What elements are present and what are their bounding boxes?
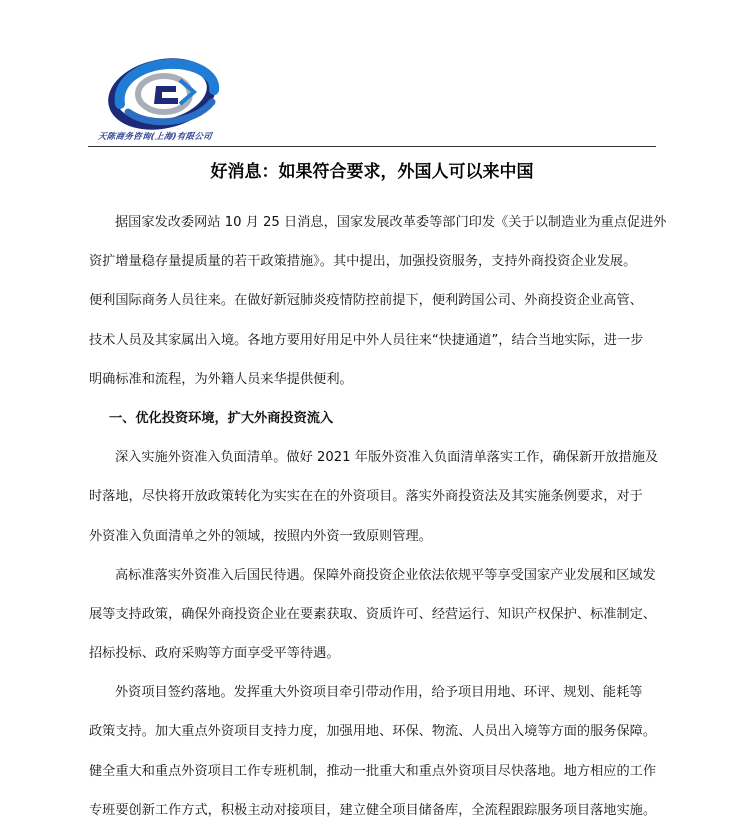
paragraph-line: 展等支持政策，确保外商投资企业在要素获取、资质许可、经营运行、知识产权保护、标准制定、 — [89, 606, 657, 622]
page-title: 好消息：如果符合要求，外国人可以来中国 — [210, 162, 534, 182]
header-divider — [88, 146, 656, 147]
paragraph-line: 专班要创新工作方式，积极主动对接项目，建立健全项目储备库，全流程跟踪服务项目落地实施。 — [89, 802, 657, 818]
section-heading: 一、优化投资环境，扩大外商投资流入 — [109, 410, 334, 426]
paragraph-line: 健全重大和重点外资项目工作专班机制，推动一批重大和重点外资项目尽快落地。地方相应的工作 — [89, 763, 657, 779]
paragraph-line: 明确标准和流程，为外籍人员来华提供便利。 — [89, 371, 353, 387]
company-logo — [98, 52, 238, 144]
paragraph-line: 外资准入负面清单之外的领域，按照内外资一致原则管理。 — [89, 528, 432, 544]
paragraph-line: 高标准落实外资准入后国民待遇。保障外商投资企业依法依规平等享受国家产业发展和区域发 — [115, 567, 656, 583]
document-body — [89, 203, 667, 830]
company-logo-icon — [98, 52, 238, 132]
paragraph-line: 据国家发改委网站 10 月 25 日消息，国家发展改革委等部门印发《关于以制造业为重点促进外 — [115, 215, 667, 230]
paragraph-line: 外资项目签约落地。发挥重大外资项目牵引带动作用，给予项目用地、环评、规划、能耗等 — [115, 685, 643, 701]
paragraph-line: 招标投标、政府采购等方面享受平等待遇。 — [89, 646, 340, 662]
paragraph-line: 时落地，尽快将开放政策转化为实实在在的外资项目。落实外商投资法及其实施条例要求，对于 — [89, 489, 643, 505]
company-name: 天陈商务咨询(上海)有限公司 — [97, 132, 213, 142]
paragraph-line: 深入实施外资准入负面清单。做好 2021 年版外资准入负面清单落实工作，确保新开放措施及 — [115, 450, 659, 466]
paragraph-line: 资扩增量稳存量提质量的若干政策措施》。其中提出，加强投资服务，支持外商投资企业发展。 — [89, 254, 637, 270]
paragraph-line: 便利国际商务人员往来。在做好新冠肺炎疫情防控前提下，便利跨国公司、外商投资企业高管、 — [89, 293, 643, 309]
paragraph-line: 技术人员及其家属出入境。各地方要用好用足中外人员往来“快捷通道”，结合当地实际，进一步 — [89, 332, 644, 348]
paragraph-line: 政策支持。加大重点外资项目支持力度，加强用地、环保、物流、人员出入境等方面的服务保障。 — [89, 724, 657, 740]
